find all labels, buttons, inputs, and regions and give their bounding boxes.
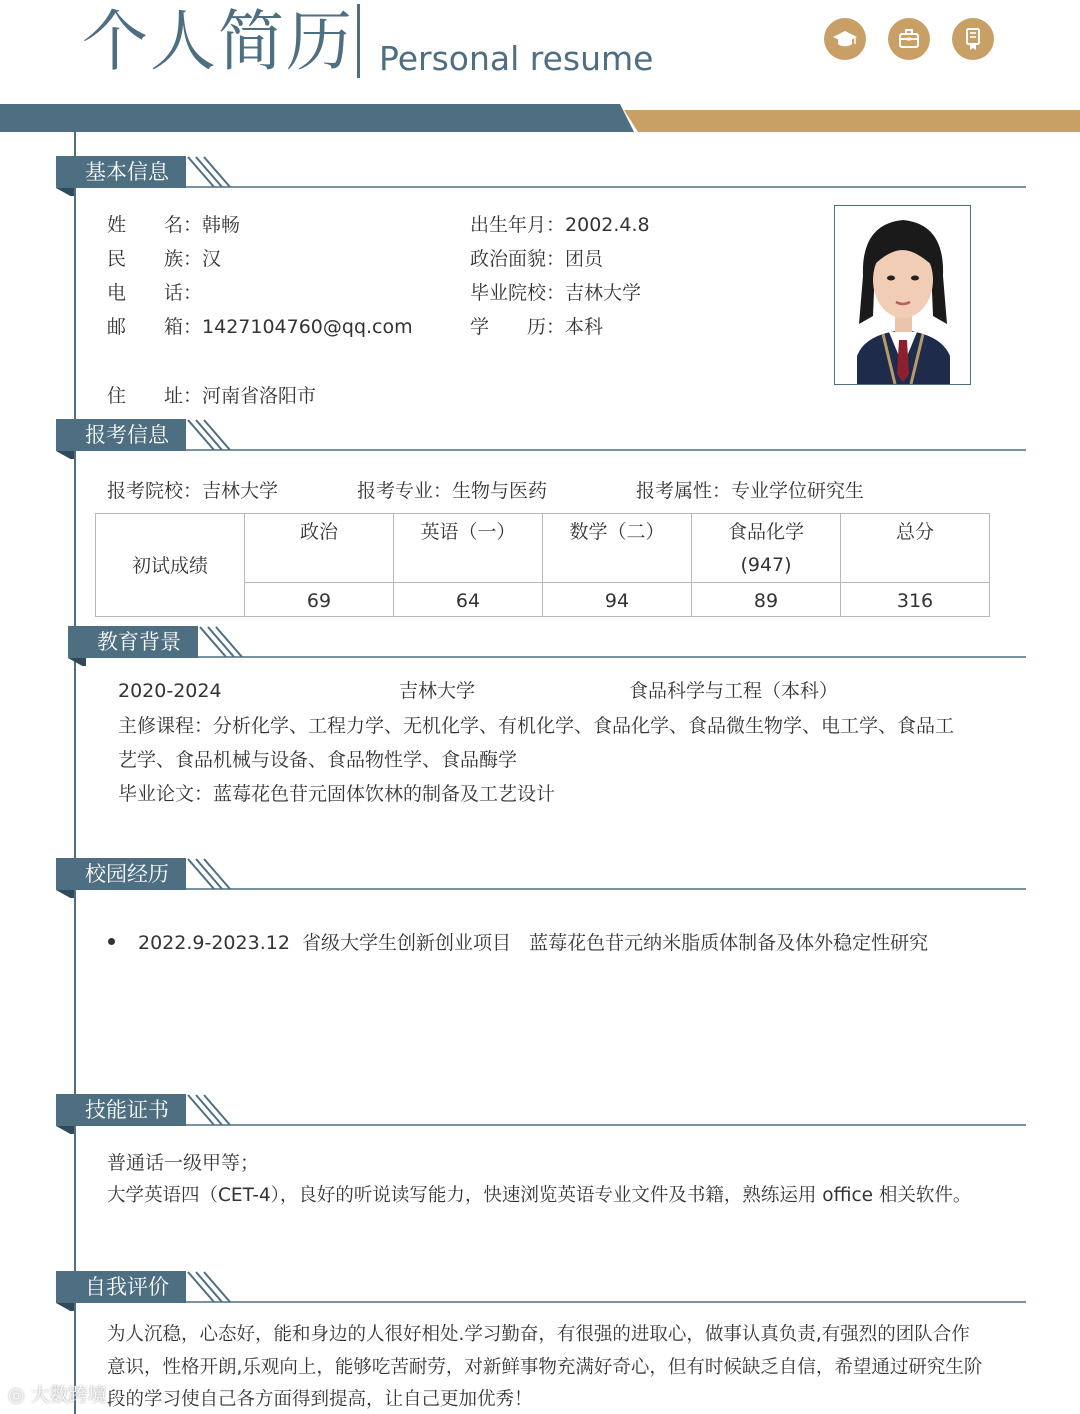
title-divider bbox=[357, 4, 360, 78]
header-color-bar bbox=[0, 104, 1080, 132]
profile-photo bbox=[834, 205, 971, 385]
skills-line2: 大学英语四（CET-4），良好的听说读写能力，快速浏览英语专业文件及书籍，熟练运用 office 相关软件。 bbox=[107, 1185, 972, 1206]
exam-major: 报考专业：生物与医药 bbox=[357, 480, 548, 502]
self-eval-line3: 段的学习使自己各方面得到提高，让自己更加优秀！ bbox=[107, 1389, 533, 1410]
section-title: 技能证书 bbox=[85, 1098, 169, 1122]
campus-level: 省级大学生创新创业项目 bbox=[302, 932, 512, 954]
section-header-exam bbox=[56, 419, 1026, 459]
politics-label: 政治面貌： bbox=[470, 248, 566, 270]
exam-type: 报考属性：专业学位研究生 bbox=[636, 480, 865, 502]
briefcase-icon bbox=[888, 18, 930, 60]
ethnicity-row bbox=[107, 246, 221, 272]
edu-period: 2020-2024 bbox=[118, 680, 222, 702]
degree-row bbox=[470, 314, 603, 340]
address-row bbox=[107, 383, 316, 409]
name-label: 姓 名： bbox=[107, 214, 203, 236]
phone-row bbox=[107, 280, 202, 306]
score-header-math: 数学（二） bbox=[569, 521, 665, 543]
section-header-basic bbox=[56, 156, 1026, 196]
degree-label: 学 历： bbox=[470, 316, 566, 338]
campus-item bbox=[138, 930, 928, 956]
score-table bbox=[95, 513, 990, 617]
certificate-icon bbox=[952, 18, 994, 60]
score-header-total: 总分 bbox=[895, 521, 934, 543]
score-row-label: 初试成绩 bbox=[131, 555, 208, 577]
edu-courses-line2: 艺学、食品机械与设备、食品物性学、食品酶学 bbox=[118, 749, 518, 771]
score-header-english: 英语（一） bbox=[420, 521, 516, 543]
score-english: 64 bbox=[455, 590, 481, 612]
watermark-logo-icon: ◎ bbox=[8, 1384, 25, 1406]
score-header-food-chem-code: (947) bbox=[740, 554, 792, 576]
section-title: 自我评价 bbox=[85, 1275, 169, 1299]
email-value: 1427104760@qq.com bbox=[202, 316, 413, 338]
skills-line1: 普通话一级甲等； bbox=[107, 1152, 260, 1174]
self-eval-line2: 意识，性格开朗,乐观向上，能够吃苦耐劳，对新鲜事物充满好奇心，但有时候缺乏自信，希望通过研究生阶 bbox=[107, 1357, 983, 1378]
watermark-text: 大数跨境 bbox=[30, 1384, 107, 1406]
section-header-skills bbox=[56, 1094, 1026, 1134]
ethnicity-value: 汉 bbox=[202, 248, 222, 270]
edu-major: 食品科学与工程（本科） bbox=[629, 680, 839, 702]
score-food-chem: 89 bbox=[753, 590, 779, 612]
edu-school: 吉林大学 bbox=[399, 680, 476, 702]
score-politics: 69 bbox=[306, 590, 332, 612]
exam-school: 报考院校：吉林大学 bbox=[107, 480, 279, 502]
phone-label: 电 话： bbox=[107, 282, 203, 304]
edu-thesis: 毕业论文：蓝莓花色苷元固体饮林的制备及工艺设计 bbox=[118, 783, 556, 805]
watermark bbox=[8, 1380, 107, 1407]
birth-label: 出生年月： bbox=[470, 214, 566, 236]
score-header-food-chem: 食品化学 bbox=[727, 521, 804, 543]
section-title: 报考信息 bbox=[85, 423, 169, 447]
ethnicity-label: 民 族： bbox=[107, 248, 203, 270]
birth-value: 2002.4.8 bbox=[565, 214, 650, 236]
section-header-campus bbox=[56, 858, 1026, 898]
resume-title-cn: 个人简历 bbox=[82, 3, 354, 80]
email-label: 邮 箱： bbox=[107, 316, 203, 338]
campus-period: 2022.9-2023.12 bbox=[138, 932, 290, 954]
politics-row bbox=[470, 246, 603, 272]
score-header-politics: 政治 bbox=[299, 521, 338, 543]
name-row bbox=[107, 212, 240, 238]
name-value: 韩畅 bbox=[202, 214, 241, 236]
score-math: 94 bbox=[604, 590, 630, 612]
section-header-self bbox=[56, 1271, 1026, 1311]
graduation-cap-icon bbox=[824, 18, 866, 60]
politics-value: 团员 bbox=[565, 248, 604, 270]
bullet-dot bbox=[108, 938, 115, 945]
school-label: 毕业院校： bbox=[470, 282, 566, 304]
campus-title: 蓝莓花色苷元纳米脂质体制备及体外稳定性研究 bbox=[529, 932, 929, 954]
resume-title-en: Personal resume bbox=[379, 39, 654, 78]
degree-value: 本科 bbox=[565, 316, 604, 338]
address-label: 住 址： bbox=[107, 385, 203, 407]
edu-courses-line1: 主修课程：分析化学、工程力学、无机化学、有机化学、食品化学、食品微生物学、电工学、食品工 bbox=[118, 715, 955, 737]
self-eval-line1: 为人沉稳，心态好，能和身边的人很好相处.学习勤奋，有很强的进取心，做事认真负责,有强烈的团队合作 bbox=[107, 1324, 970, 1345]
school-value: 吉林大学 bbox=[565, 282, 642, 304]
address-value: 河南省洛阳市 bbox=[202, 385, 317, 407]
timeline-line bbox=[74, 132, 76, 1414]
section-header-education bbox=[68, 626, 1026, 666]
section-title: 基本信息 bbox=[85, 160, 169, 184]
birth-row bbox=[470, 212, 650, 238]
score-total: 316 bbox=[896, 590, 934, 612]
email-row bbox=[107, 314, 413, 340]
school-row bbox=[470, 280, 641, 306]
section-title: 校园经历 bbox=[85, 862, 169, 886]
section-title: 教育背景 bbox=[97, 630, 181, 654]
